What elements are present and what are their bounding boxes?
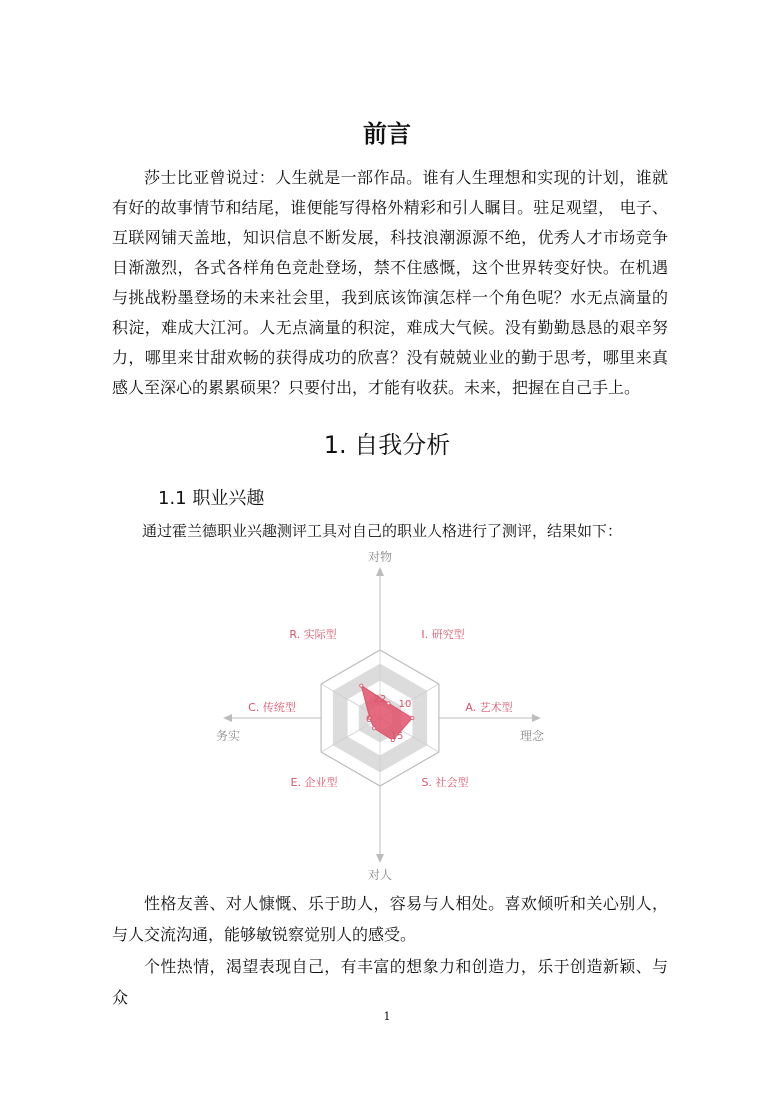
page-number: 1 xyxy=(383,1010,391,1023)
intro-paragraph: 通过霍兰德职业兴趣测评工具对自己的职业人格进行了测评，结果如下： xyxy=(142,522,623,540)
value-label: 15 xyxy=(390,731,404,742)
arrow-left-icon xyxy=(223,714,232,722)
category-label: C. 传统型 xyxy=(248,701,296,714)
category-label: E. 企业型 xyxy=(290,776,338,789)
section-1-title: 1. 自我分析 xyxy=(323,431,451,459)
holland-radar-chart xyxy=(210,546,564,882)
body-paragraph-1: 性格友善、对人慷慨、乐于助人，容易与人相处。喜欢倾听和关心别人，与人交流沟通，能够敏锐察觉别人的感受。 xyxy=(112,894,668,944)
axis-label-left: 务实 xyxy=(215,729,241,743)
axis-label-top: 对物 xyxy=(367,550,393,564)
radar-data-point xyxy=(411,716,414,719)
value-label: 10 xyxy=(398,699,412,710)
category-label: R. 实际型 xyxy=(289,628,337,641)
preface-title: 前言 xyxy=(363,119,411,148)
radar-data-point xyxy=(387,702,390,705)
category-label: A. 艺术型 xyxy=(465,701,513,714)
arrow-right-icon xyxy=(532,714,541,722)
axis-label-bottom: 对人 xyxy=(367,868,393,882)
arrow-down-icon xyxy=(376,854,384,863)
preface-body xyxy=(112,163,668,403)
body-paragraph-2: 个性热情，渴望表现自己，有丰富的想象力和创造力，乐于创造新颖、与众 xyxy=(112,957,668,1007)
axis-label-right: 理念 xyxy=(519,729,545,743)
section-1-1-title: 1.1 职业兴趣 xyxy=(158,488,265,509)
body-text xyxy=(112,888,668,1014)
category-label: I. 研究型 xyxy=(421,628,465,641)
category-label: S. 社会型 xyxy=(421,776,469,789)
arrow-up-icon xyxy=(376,567,384,576)
radar-data-point xyxy=(360,684,363,687)
value-label: 22 xyxy=(373,694,387,705)
preface-paragraph: 莎士比亚曾说过：人生就是一部作品。谁有人生理想和实现的计划，谁就有好的故事情节和结尾，谁便能写得格外精彩和引人瞩目。驻足观望， 电子、互联网铺天盖地，知识信息不断发展，科技浪潮源源不绝，优秀人才市场竞争日渐激烈，各式各样角色竞赴登场，禁不住感慨，这个世界转变好快。在机遇与挑战粉墨登场的未来社会里，我到底该饰演怎样一个角色呢？水无点滴量的积淀，难成大江河。人无点滴量的积淀，难成大气候。没有勤勤恳恳的艰辛努力，哪里来甘甜欢畅的获得成功的欣喜？没有兢兢业业的勤于思考，哪里来真感人至深心的累累硕果？只要付出，才能有收获。未来，把握在自己手上。 xyxy=(112,168,668,397)
radar-data-point xyxy=(373,727,376,730)
value-label: 6 xyxy=(365,714,373,725)
